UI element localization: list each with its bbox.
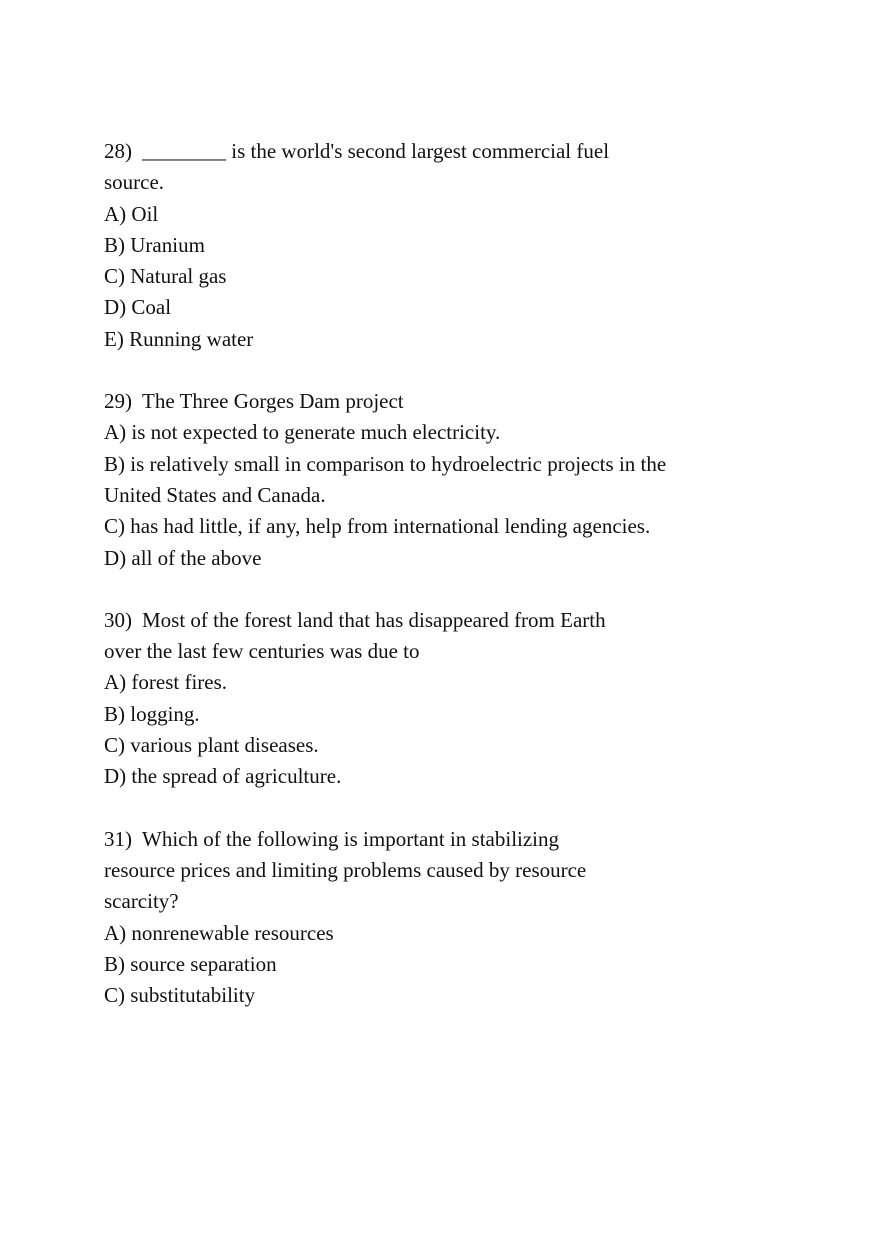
- answer-option-d: D) the spread of agriculture.: [104, 764, 342, 789]
- exam-page: [104, 136, 744, 1042]
- question-stem-line: [104, 136, 744, 167]
- question-stem-line: [104, 386, 744, 417]
- answer-option-d: D) all of the above: [104, 545, 262, 570]
- question-stem-line: [104, 824, 744, 855]
- question-stem-text: Most of the forest land that has disappeared from Earth: [142, 607, 606, 632]
- answer-option-b-continued: United States and Canada.: [104, 482, 326, 507]
- question-31: [104, 824, 744, 1012]
- question-stem-text: ________ is the world's second largest commercial fuel: [142, 139, 610, 163]
- question-stem-line: source.: [104, 170, 165, 195]
- question-stem-text: The Three Gorges Dam project: [142, 389, 404, 414]
- question-stem-line: [104, 605, 744, 636]
- answer-option-b: B) source separation: [104, 951, 277, 976]
- answer-option-b: B) Uranium: [104, 232, 205, 257]
- answer-option-a: A) nonrenewable resources: [104, 920, 334, 945]
- answer-option-c: C) substitutability: [104, 983, 256, 1008]
- question-number: 30): [104, 607, 132, 632]
- question-28: [104, 136, 744, 355]
- answer-option-c: C) various plant diseases.: [104, 733, 319, 758]
- question-29: [104, 386, 744, 574]
- answer-option-a: A) is not expected to generate much electricity.: [104, 420, 501, 445]
- answer-option-c: C) has had little, if any, help from international lending agencies.: [104, 514, 651, 539]
- answer-option-d: D) Coal: [104, 295, 172, 320]
- question-stem-line: scarcity?: [104, 889, 179, 914]
- question-stem-line: resource prices and limiting problems caused by resource: [104, 857, 587, 882]
- question-stem-text: Which of the following is important in stabilizing: [142, 826, 560, 851]
- question-number: 28): [104, 139, 132, 163]
- question-number: 29): [104, 389, 132, 414]
- answer-option-b: B) is relatively small in comparison to hydroelectric projects in the: [104, 451, 667, 476]
- answer-option-a: A) Oil: [104, 201, 159, 226]
- answer-option-c: C) Natural gas: [104, 264, 227, 289]
- question-number: 31): [104, 826, 132, 851]
- answer-option-a: A) forest fires.: [104, 670, 228, 695]
- question-stem-line: over the last few centuries was due to: [104, 639, 420, 664]
- answer-option-b: B) logging.: [104, 701, 200, 726]
- question-30: [104, 605, 744, 793]
- answer-option-e: E) Running water: [104, 326, 254, 351]
